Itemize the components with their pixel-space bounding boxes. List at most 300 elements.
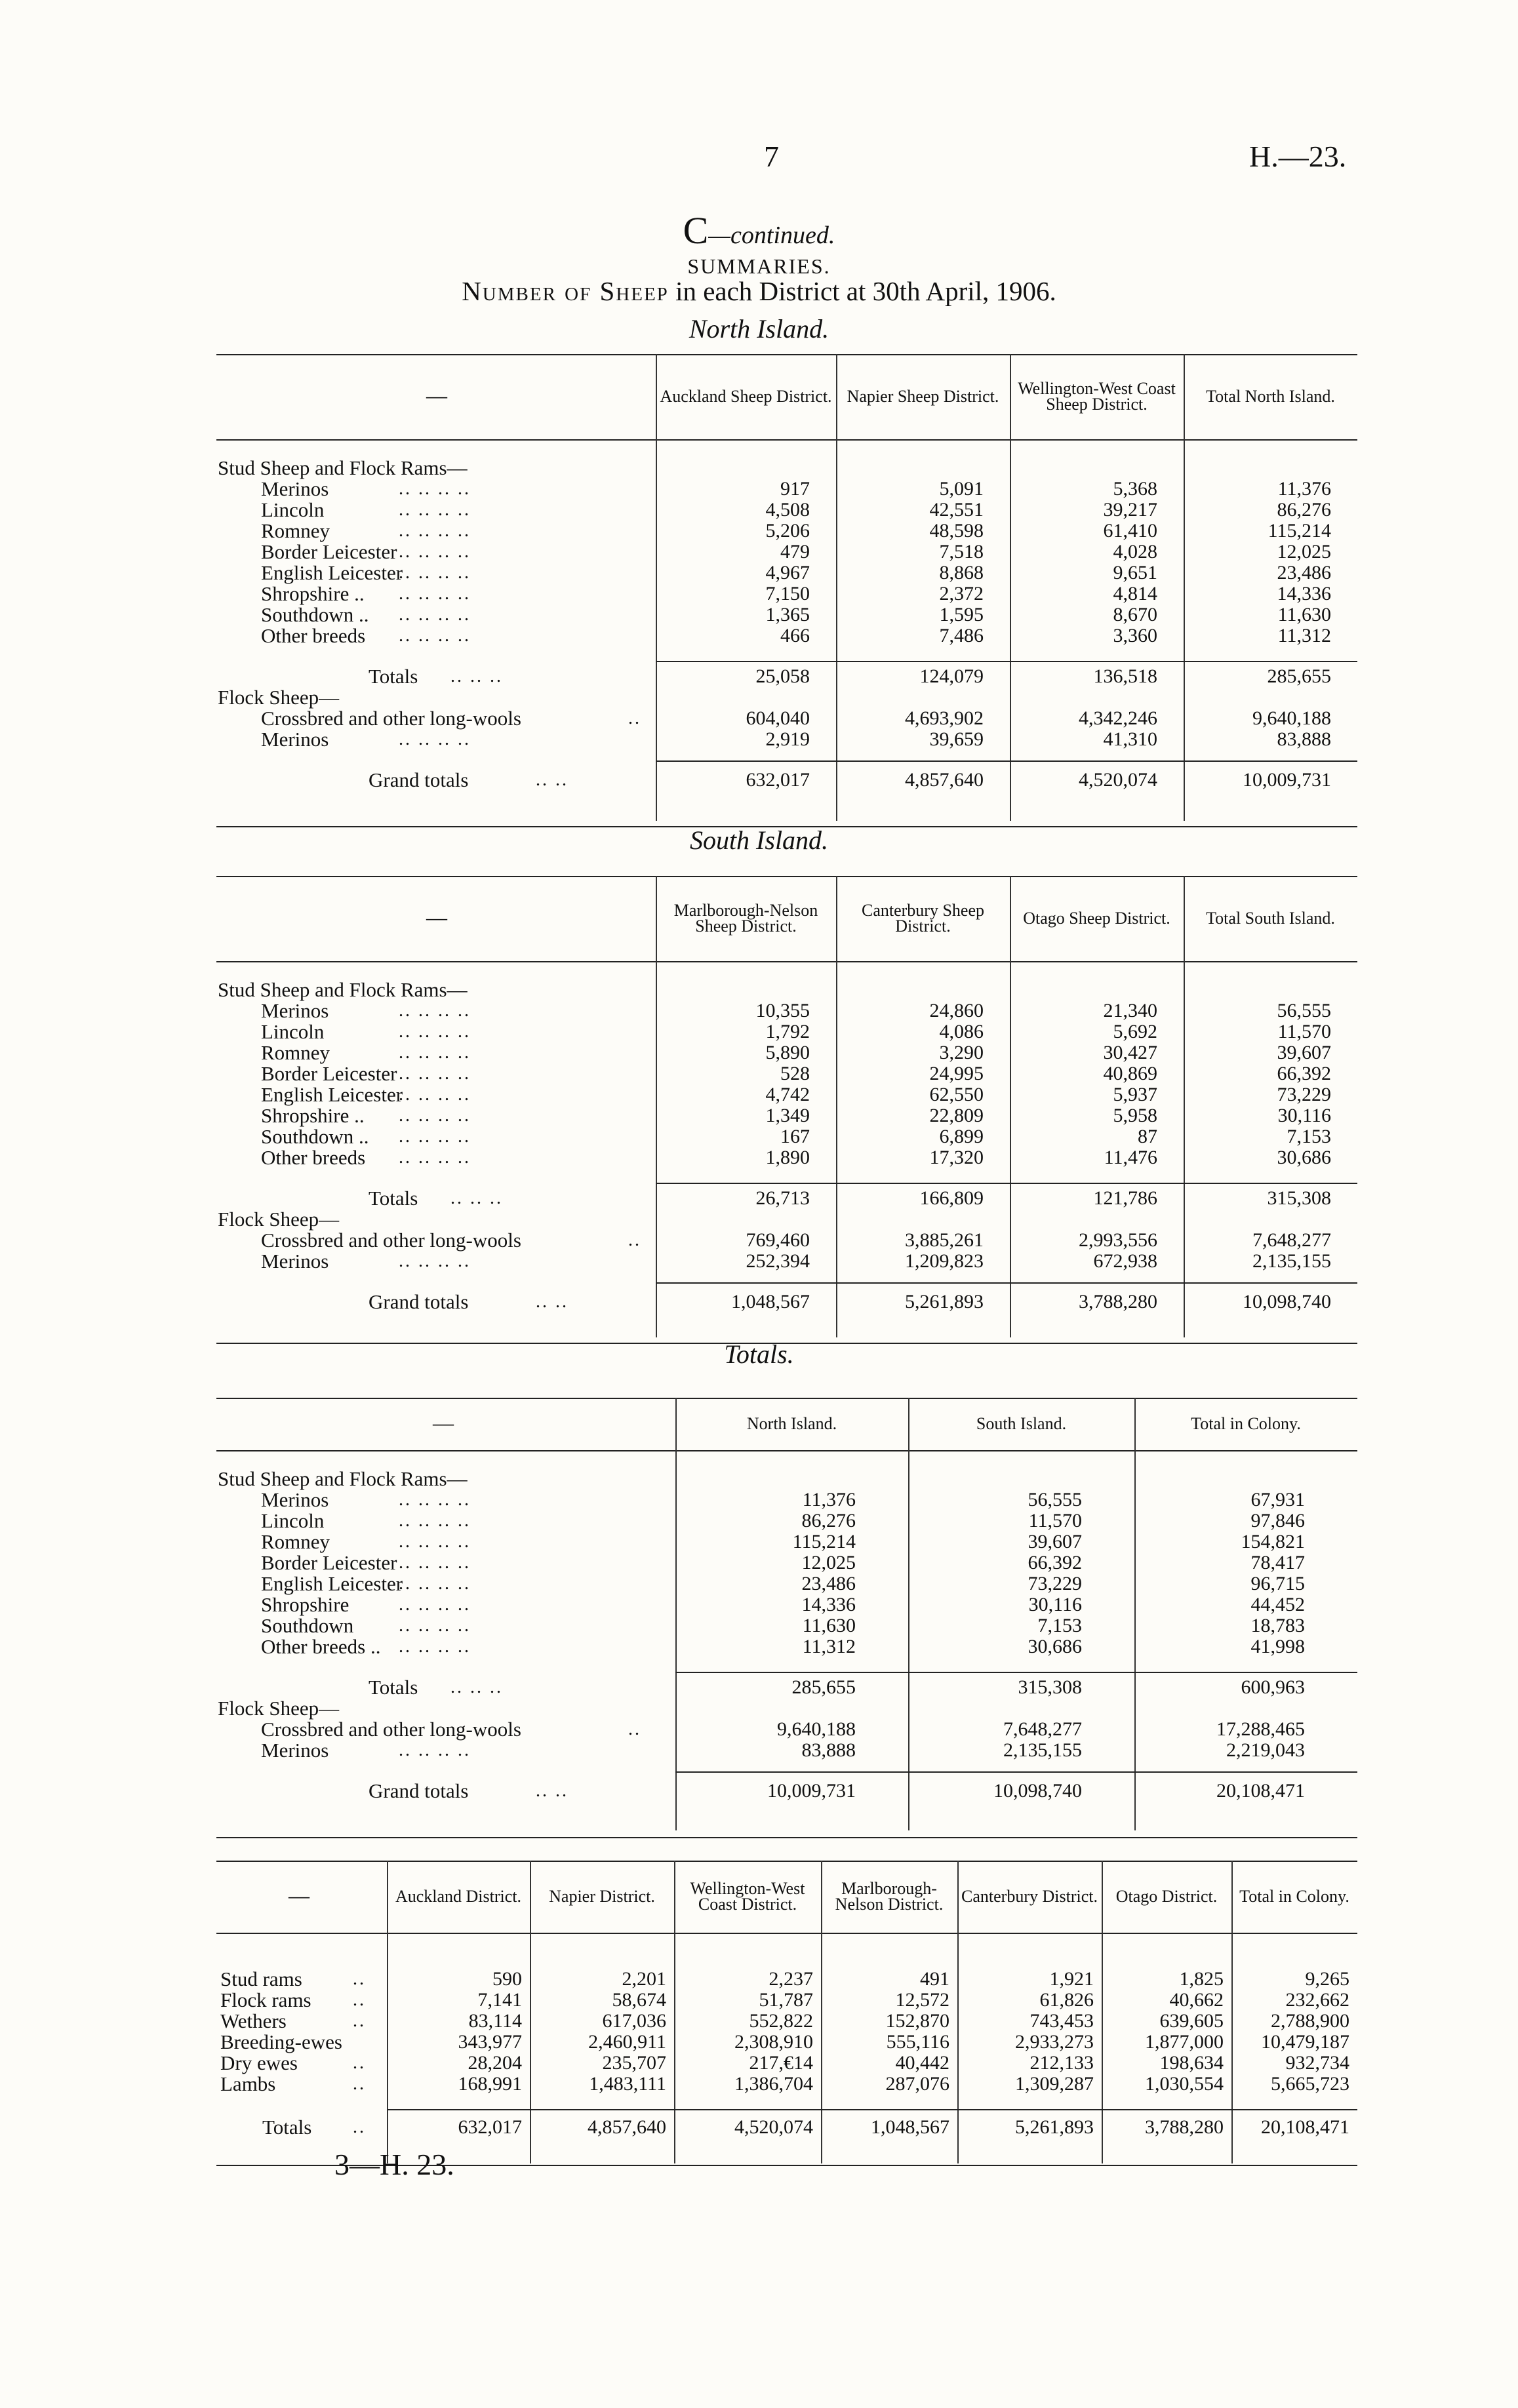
class-value: 9,265 <box>1305 1968 1349 1990</box>
stud-value: 115,214 <box>1268 520 1331 542</box>
stud-value: 528 <box>780 1063 810 1084</box>
stud-heading: Stud Sheep and Flock Rams— <box>218 1467 468 1490</box>
leader-dots: .. <box>353 2053 366 2073</box>
column-header: Marlborough-Nelson Sheep District. <box>673 901 818 936</box>
grand-total-rule <box>675 1771 1357 1773</box>
stud-value: 11,376 <box>802 1489 856 1510</box>
leader-dots: .. .. .. .. <box>399 1063 471 1084</box>
totals-label: Totals <box>369 1676 418 1699</box>
stud-value: 30,686 <box>1277 1147 1331 1168</box>
merinos-label: Merinos <box>261 728 329 751</box>
class-value: 2,460,911 <box>588 2031 666 2053</box>
grand-totals-label: Grand totals <box>369 768 469 791</box>
continued-heading <box>0 208 1518 252</box>
class-value: 1,921 <box>1049 1968 1094 1990</box>
stud-value: 1,595 <box>939 604 984 625</box>
flock-heading: Flock Sheep— <box>218 1208 340 1231</box>
grand-total-value: 632,017 <box>746 769 810 791</box>
merinos-value: 2,135,155 <box>1252 1250 1331 1272</box>
summaries-heading: SUMMARIES. <box>687 254 831 278</box>
breed-label: Lincoln <box>261 498 325 521</box>
leader-dots: .. <box>628 708 641 728</box>
leader-dots: .. <box>628 1719 641 1739</box>
crossbred-value: 4,693,902 <box>905 707 984 729</box>
class-value: 1,877,000 <box>1145 2031 1224 2053</box>
subtotal-rule <box>656 1183 1357 1184</box>
continued-letter: C <box>683 209 709 252</box>
class-value: 7,141 <box>477 1989 522 2011</box>
stud-value: 23,486 <box>801 1573 856 1594</box>
stud-value: 30,116 <box>1028 1594 1082 1615</box>
class-values-column <box>805 1969 949 2095</box>
leader-dots: .. <box>353 2011 366 2031</box>
stud-values-column <box>813 479 984 646</box>
stud-value: 11,570 <box>1277 1021 1331 1042</box>
stud-value: 41,998 <box>1250 1636 1305 1657</box>
totals-value: 136,518 <box>1093 665 1157 687</box>
totals-value: 285,655 <box>1267 665 1331 687</box>
class-totals-label: Totals <box>262 2116 312 2139</box>
crossbred-value: 4,342,246 <box>1079 707 1157 729</box>
stud-value: 4,814 <box>1113 583 1157 604</box>
stud-value: 48,598 <box>929 520 984 542</box>
class-value: 5,665,723 <box>1271 2073 1349 2095</box>
stud-value: 18,783 <box>1250 1615 1305 1636</box>
leader-dots: .. .. .. .. <box>399 1490 471 1510</box>
column-divider <box>908 1398 909 1830</box>
continued-text: —continued. <box>708 222 835 249</box>
breed-label: Shropshire .. <box>261 1104 365 1127</box>
table-top-rule <box>216 354 1357 355</box>
class-value: 235,707 <box>602 2052 666 2074</box>
breed-label: Romney <box>261 519 330 542</box>
class-row-label: Stud rams <box>220 1967 302 1990</box>
class-value: 552,822 <box>749 2010 813 2032</box>
leader-dots: .. .. .. .. <box>399 1105 471 1126</box>
stud-value: 14,336 <box>1277 583 1331 604</box>
header-bottom-rule <box>216 439 1357 441</box>
stud-value: 7,150 <box>765 583 810 604</box>
leader-dots: .. .. .. .. <box>399 604 471 625</box>
stud-values-column <box>639 1000 810 1168</box>
class-total-value: 632,017 <box>458 2116 522 2138</box>
stud-value: 66,392 <box>1277 1063 1331 1084</box>
column-divider <box>675 1398 677 1830</box>
merinos-value: 83,888 <box>801 1739 856 1761</box>
column-header: Auckland Sheep District. <box>660 387 832 406</box>
stud-value: 40,869 <box>1103 1063 1157 1084</box>
merinos-value: 252,394 <box>746 1250 810 1272</box>
totals-value: 25,058 <box>755 665 810 687</box>
totals-label: Totals <box>369 1187 418 1210</box>
class-value: 232,662 <box>1285 1989 1349 2011</box>
stud-value: 167 <box>780 1126 810 1147</box>
class-value: 28,204 <box>468 2052 522 2074</box>
class-values-column <box>1079 1969 1224 2095</box>
breed-label: Other breeds .. <box>261 1635 381 1658</box>
stud-value: 6,899 <box>939 1126 984 1147</box>
breed-label: Romney <box>261 1530 330 1553</box>
column-header: Total in Colony. <box>1239 1887 1349 1906</box>
class-value: 1,030,554 <box>1145 2073 1224 2095</box>
crossbred-value: 17,288,465 <box>1216 1718 1305 1740</box>
leader-dots: .. .. .. .. <box>399 521 471 541</box>
south-island-heading: South Island. <box>689 825 829 855</box>
class-value: 83,114 <box>468 2010 522 2032</box>
leader-dots: .. .. .. .. <box>399 563 471 583</box>
stud-value: 5,890 <box>765 1042 810 1063</box>
merinos-value: 1,209,823 <box>905 1250 984 1272</box>
stud-value: 10,355 <box>755 1000 810 1021</box>
crossbred-label: Crossbred and other long-wools <box>261 1229 521 1252</box>
leader-dots: .. .. .. .. <box>399 1573 471 1594</box>
breed-label: Merinos <box>261 477 329 500</box>
leader-dots: .. <box>353 1990 366 2010</box>
merinos-value: 672,938 <box>1093 1250 1157 1272</box>
leader-dots: .. <box>353 2074 366 2094</box>
column-header: Total North Island. <box>1206 387 1335 406</box>
grand-total-rule <box>656 760 1357 762</box>
stud-value: 73,229 <box>1277 1084 1331 1105</box>
class-value: 58,674 <box>612 1989 666 2011</box>
stud-values-column <box>685 1490 856 1657</box>
column-header: South Island. <box>976 1414 1067 1433</box>
grand-total-value: 5,261,893 <box>905 1291 984 1313</box>
stud-value: 8,670 <box>1113 604 1157 625</box>
leader-dots: .. .. <box>536 770 569 790</box>
stud-value: 96,715 <box>1250 1573 1305 1594</box>
stud-values-column <box>1134 1490 1305 1657</box>
class-value: 617,036 <box>602 2010 666 2032</box>
column-header: North Island. <box>746 1414 837 1433</box>
stud-value: 466 <box>780 625 810 646</box>
stud-value: 30,116 <box>1277 1105 1331 1126</box>
class-values-column <box>522 1969 666 2095</box>
leader-dots: .. .. .. .. <box>399 1000 471 1021</box>
leader-dots: .. <box>353 2117 366 2137</box>
grand-totals-label: Grand totals <box>369 1290 469 1313</box>
stud-value: 9,651 <box>1113 562 1157 583</box>
stud-value: 87 <box>1138 1126 1157 1147</box>
class-row-label: Wethers <box>220 2009 287 2032</box>
merinos-value: 83,888 <box>1277 728 1331 750</box>
stud-value: 86,276 <box>1277 499 1331 521</box>
class-value: 343,977 <box>458 2031 522 2053</box>
class-total-value: 5,261,893 <box>1015 2116 1094 2138</box>
column-header: Auckland District. <box>395 1887 522 1906</box>
document-reference: H.—23. <box>1249 140 1347 173</box>
class-values-column <box>949 1969 1094 2095</box>
stud-value: 39,607 <box>1277 1042 1331 1063</box>
merinos-value: 41,310 <box>1103 728 1157 750</box>
stud-value: 11,376 <box>1277 478 1331 500</box>
breed-label: Lincoln <box>261 1509 325 1532</box>
breed-label: English Leicester <box>261 1083 403 1106</box>
stud-value: 61,410 <box>1103 520 1157 542</box>
class-value: 1,386,704 <box>734 2073 813 2095</box>
dash-placeholder: — <box>426 905 447 929</box>
breed-label: Southdown <box>261 1614 354 1637</box>
class-value: 555,116 <box>886 2031 949 2053</box>
class-value: 2,237 <box>769 1968 813 1990</box>
grand-total-value: 10,098,740 <box>993 1780 1082 1802</box>
crossbred-value: 2,993,556 <box>1079 1229 1157 1251</box>
totals-value: 166,809 <box>919 1187 984 1209</box>
table-top-rule <box>216 1398 1357 1399</box>
class-value: 217,€14 <box>749 2052 813 2074</box>
stud-heading: Stud Sheep and Flock Rams— <box>218 978 468 1001</box>
grand-total-value: 1,048,567 <box>731 1291 810 1313</box>
class-values-column <box>1205 1969 1349 2095</box>
stud-value: 30,427 <box>1103 1042 1157 1063</box>
stud-value: 1,890 <box>765 1147 810 1168</box>
totals-value: 26,713 <box>755 1187 810 1209</box>
stud-value: 62,550 <box>929 1084 984 1105</box>
stud-values-column <box>1161 1000 1331 1168</box>
stud-value: 11,312 <box>802 1636 856 1657</box>
subtotal-rule <box>656 661 1357 662</box>
leader-dots: .. .. .. <box>450 666 503 686</box>
class-value: 1,309,287 <box>1015 2073 1094 2095</box>
class-value: 590 <box>492 1968 522 1990</box>
totals-value: 315,308 <box>1018 1676 1082 1698</box>
stud-values-column <box>813 1000 984 1168</box>
stud-value: 23,486 <box>1277 562 1331 583</box>
stud-value: 78,417 <box>1250 1552 1305 1573</box>
stud-value: 66,392 <box>1028 1552 1082 1573</box>
class-total-value: 3,788,280 <box>1145 2116 1224 2138</box>
class-row-label: Breeding-ewes <box>220 2030 342 2053</box>
stud-value: 24,860 <box>929 1000 984 1021</box>
class-value: 152,870 <box>885 2010 949 2032</box>
leader-dots: .. .. .. .. <box>399 1594 471 1615</box>
merinos-label: Merinos <box>261 1739 329 1762</box>
class-value: 61,826 <box>1039 1989 1094 2011</box>
class-total-rule <box>387 2109 1357 2110</box>
column-header: Total in Colony. <box>1191 1414 1301 1433</box>
stud-value: 1,349 <box>765 1105 810 1126</box>
leader-dots: .. .. .. <box>450 1188 503 1208</box>
breed-label: Other breeds <box>261 1146 366 1169</box>
crossbred-value: 769,460 <box>746 1229 810 1251</box>
stud-value: 5,368 <box>1113 478 1157 500</box>
grand-total-value: 20,108,471 <box>1216 1780 1305 1802</box>
title-rest: in each District at 30th April, 1906. <box>668 276 1056 306</box>
leader-dots: .. .. .. .. <box>399 729 471 749</box>
subtotal-rule <box>675 1672 1357 1673</box>
totals-heading: Totals. <box>724 1339 794 1369</box>
class-row-label: Lambs <box>220 2072 276 2095</box>
table-bottom-rule <box>216 1837 1357 1838</box>
class-total-value: 4,520,074 <box>734 2116 813 2138</box>
stud-value: 22,809 <box>929 1105 984 1126</box>
leader-dots: .. .. .. .. <box>399 1126 471 1147</box>
totals-value: 121,786 <box>1093 1187 1157 1209</box>
crossbred-value: 9,640,188 <box>777 1718 856 1740</box>
page-number: 7 <box>764 140 779 173</box>
column-header: Otago Sheep District. <box>1023 909 1170 928</box>
stud-values-column <box>639 479 810 646</box>
totals-value: 600,963 <box>1241 1676 1305 1698</box>
class-value: 2,308,910 <box>734 2031 813 2053</box>
stud-value: 56,555 <box>1028 1489 1082 1510</box>
class-value: 2,201 <box>622 1968 666 1990</box>
stud-value: 17,320 <box>929 1147 984 1168</box>
class-value: 491 <box>920 1968 949 1990</box>
totals-value: 285,655 <box>791 1676 856 1698</box>
stud-value: 97,846 <box>1250 1510 1305 1531</box>
class-values-column <box>378 1969 522 2095</box>
stud-value: 1,365 <box>765 604 810 625</box>
stud-value: 5,692 <box>1113 1021 1157 1042</box>
leader-dots: .. .. .. .. <box>399 625 471 646</box>
stud-value: 5,937 <box>1113 1084 1157 1105</box>
stud-value: 12,025 <box>801 1552 856 1573</box>
class-values-column <box>669 1969 813 2095</box>
column-header: Total South Island. <box>1206 909 1335 928</box>
leader-dots: .. .. .. .. <box>399 1084 471 1105</box>
class-value: 212,133 <box>1029 2052 1094 2074</box>
stud-value: 11,630 <box>802 1615 856 1636</box>
class-value: 168,991 <box>458 2073 522 2095</box>
breed-label: English Leicester <box>261 561 403 584</box>
stud-value: 73,229 <box>1028 1573 1082 1594</box>
class-total-value: 1,048,567 <box>871 2116 949 2138</box>
stud-value: 12,025 <box>1277 541 1331 563</box>
stud-value: 4,967 <box>765 562 810 583</box>
grand-total-value: 10,098,740 <box>1243 1291 1331 1313</box>
column-header: Wellington-West Coast District. <box>690 1879 805 1914</box>
table-top-rule <box>216 876 1357 877</box>
leader-dots: .. .. .. .. <box>399 1636 471 1657</box>
stud-value: 11,630 <box>1277 604 1331 625</box>
stud-value: 56,555 <box>1277 1000 1331 1021</box>
leader-dots: .. .. .. .. <box>399 1531 471 1552</box>
breed-label: Southdown .. <box>261 1125 369 1148</box>
stud-value: 24,995 <box>929 1063 984 1084</box>
totals-value: 315,308 <box>1267 1187 1331 1209</box>
class-value: 2,933,273 <box>1015 2031 1094 2053</box>
class-total-value: 20,108,471 <box>1261 2116 1349 2138</box>
stud-value: 7,153 <box>1037 1615 1082 1636</box>
stud-value: 11,476 <box>1104 1147 1157 1168</box>
stud-value: 5,091 <box>939 478 984 500</box>
merinos-value: 2,219,043 <box>1226 1739 1305 1761</box>
column-header: Napier Sheep District. <box>847 387 999 406</box>
flock-heading: Flock Sheep— <box>218 1697 340 1720</box>
stud-value: 39,217 <box>1103 499 1157 521</box>
leader-dots: .. .. <box>536 1292 569 1312</box>
column-header: Marlborough-Nelson District. <box>835 1879 944 1914</box>
column-header: Canterbury Sheep District. <box>861 901 984 936</box>
class-value: 932,734 <box>1285 2052 1349 2074</box>
header-bottom-rule <box>216 961 1357 962</box>
header-bottom-rule <box>216 1450 1357 1451</box>
leader-dots: .. .. .. .. <box>399 1510 471 1531</box>
leader-dots: .. .. .. <box>450 1677 503 1697</box>
column-header: Wellington-West Coast Sheep District. <box>1018 379 1176 414</box>
stud-value: 86,276 <box>801 1510 856 1531</box>
stud-value: 11,312 <box>1277 625 1331 646</box>
class-row-label: Dry ewes <box>220 2051 298 2074</box>
class-value: 2,788,900 <box>1271 2010 1349 2032</box>
stud-value: 7,153 <box>1287 1126 1331 1147</box>
totals-value: 124,079 <box>919 665 984 687</box>
breed-label: Lincoln <box>261 1020 325 1043</box>
stud-value: 7,486 <box>939 625 984 646</box>
grand-totals-label: Grand totals <box>369 1779 469 1802</box>
class-value: 40,662 <box>1169 1989 1224 2011</box>
totals-label: Totals <box>369 665 418 688</box>
stud-values-column <box>911 1490 1082 1657</box>
leader-dots: .. .. .. .. <box>399 1021 471 1042</box>
crossbred-label: Crossbred and other long-wools <box>261 1718 521 1741</box>
stud-value: 1,792 <box>765 1021 810 1042</box>
page-title <box>0 275 1518 307</box>
stud-value: 39,607 <box>1028 1531 1082 1552</box>
class-value: 1,825 <box>1179 1968 1224 1990</box>
stud-value: 14,336 <box>801 1594 856 1615</box>
stud-value: 917 <box>780 478 810 500</box>
breed-label: Border Leicester <box>261 1062 397 1085</box>
breed-label: English Leicester <box>261 1572 403 1595</box>
leader-dots: .. .. .. .. <box>399 542 471 562</box>
breed-label: Merinos <box>261 999 329 1022</box>
leader-dots: .. .. .. .. <box>399 500 471 520</box>
stud-value: 42,551 <box>929 499 984 521</box>
leader-dots: .. .. .. .. <box>399 1147 471 1168</box>
breed-label: Merinos <box>261 1488 329 1511</box>
stud-value: 154,821 <box>1241 1531 1305 1552</box>
stud-value: 5,206 <box>765 520 810 542</box>
stud-value: 21,340 <box>1103 1000 1157 1021</box>
class-value: 12,572 <box>895 1989 949 2011</box>
grand-total-value: 4,520,074 <box>1079 769 1157 791</box>
class-value: 743,453 <box>1029 2010 1094 2032</box>
stud-value: 4,742 <box>765 1084 810 1105</box>
column-header: Napier District. <box>549 1887 655 1906</box>
stud-value: 7,518 <box>939 541 984 563</box>
class-value: 1,483,111 <box>589 2073 666 2095</box>
leader-dots: .. .. .. .. <box>399 583 471 604</box>
class-value: 639,605 <box>1159 2010 1224 2032</box>
crossbred-value: 604,040 <box>746 707 810 729</box>
flock-heading: Flock Sheep— <box>218 686 340 709</box>
crossbred-value: 9,640,188 <box>1252 707 1331 729</box>
breed-label: Romney <box>261 1041 330 1064</box>
dash-placeholder: — <box>433 1411 454 1434</box>
stud-value: 3,360 <box>1113 625 1157 646</box>
table-bottom-rule <box>216 826 1357 827</box>
breed-label: Border Leicester <box>261 540 397 563</box>
stud-value: 4,086 <box>939 1021 984 1042</box>
merinos-value: 2,135,155 <box>1003 1739 1082 1761</box>
leader-dots: .. .. .. .. <box>399 1552 471 1573</box>
stud-values-column <box>987 1000 1157 1168</box>
stud-value: 67,931 <box>1250 1489 1305 1510</box>
crossbred-label: Crossbred and other long-wools <box>261 707 521 730</box>
stud-value: 8,868 <box>939 562 984 583</box>
stud-value: 5,958 <box>1113 1105 1157 1126</box>
leader-dots: .. .. .. .. <box>399 1042 471 1063</box>
stud-value: 44,452 <box>1250 1594 1305 1615</box>
class-total-value: 4,857,640 <box>588 2116 666 2138</box>
leader-dots: .. .. <box>536 1781 569 1801</box>
stud-values-column <box>1161 479 1331 646</box>
column-header: Otago District. <box>1115 1887 1218 1906</box>
grand-total-value: 4,857,640 <box>905 769 984 791</box>
stud-value: 3,290 <box>939 1042 984 1063</box>
